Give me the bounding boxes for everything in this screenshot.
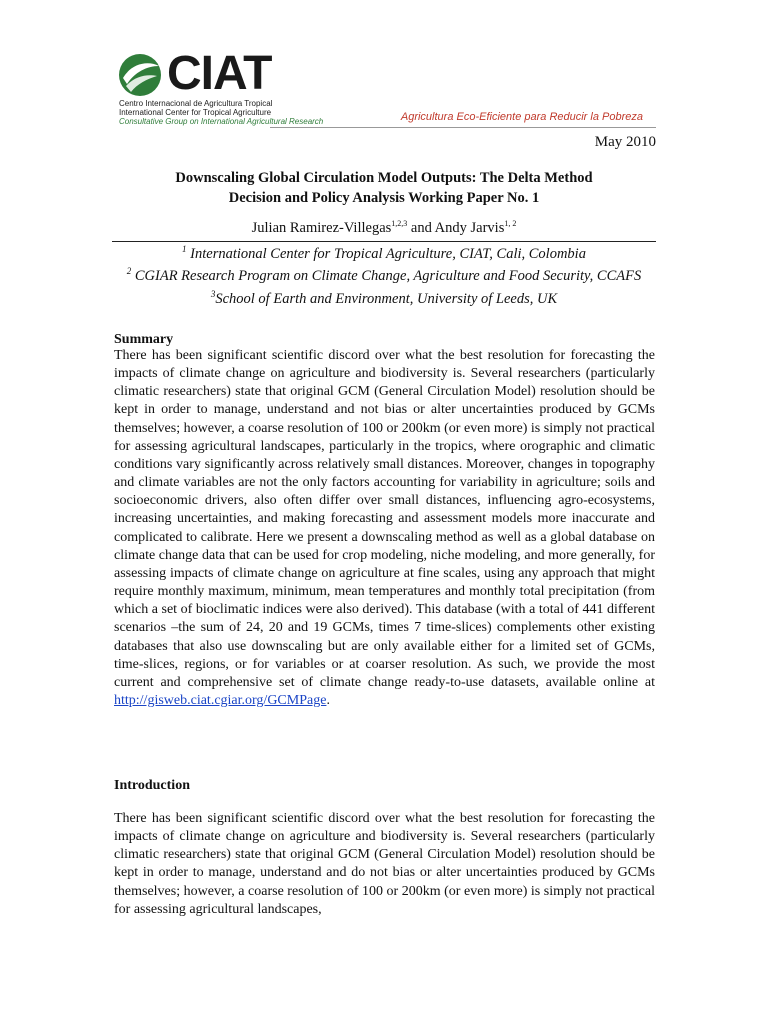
author-1-affil: 1,2,3 [391, 219, 408, 228]
introduction-heading: Introduction [114, 778, 190, 793]
summary-heading: Summary [114, 332, 174, 347]
leaf-globe-icon [117, 52, 163, 98]
title-line-1: Downscaling Global Circulation Model Outputs: The Delta Method [175, 170, 593, 186]
summary-paragraph [114, 347, 655, 710]
affiliation-2 [112, 263, 656, 285]
logo-line-3: Consultative Group on International Agricultural Research [119, 117, 324, 126]
logo-line-2: International Center for Tropical Agriculture [119, 108, 272, 117]
introduction-paragraph: There has been significant scientific discord over what the best resolution for forecasting the impacts of climate change on agriculture and biodiversity is. Several researchers (particularly climatic researchers) state that original GCM (General Circulation Model) resolution should be kept in order to manage, understand and do not bias or alter uncertainties produced by GCMs themselves; however, a coarse resolution of 100 or 200km (or even more) is simply not practical for assessing agricultural landscapes, [114, 811, 655, 917]
affiliation-1 [112, 241, 656, 263]
header-divider [270, 127, 656, 128]
author-2-affil: 1, 2 [504, 219, 517, 228]
summary-end: . [326, 692, 330, 708]
affiliation-3-number: 3 [210, 288, 216, 299]
author-2: Andy Jarvis [434, 219, 505, 236]
affiliation-1-number: 1 [182, 244, 187, 254]
author-1: Julian Ramirez-Villegas [251, 219, 392, 236]
author-conjunction: and [407, 219, 435, 236]
summary-text: There has been significant scientific discord over what the best resolution for forecasting the impacts of climate change on agriculture and biodiversity is. Several researchers (particularly climatic researchers) state that original GCM (General Circulation Model) resolution should be kept in order to manage, understand and not bias or alter uncertainties produced by GCMs themselves; however, a coarse resolution of 100 or 200km (or even more) is simply not practical for assessing agricultural landscapes, particularly in the tropics, where orographic and climatic conditions vary significantly across relatively small distances. Moreover, changes in topography and climate variables are not the only factors accounting for variability in agriculture; soils and socioeconomic drivers, also often differ over small distances, influencing agro-ecosystems, increasing uncertainties, and making forecasting and assessment models more inaccurate and complicated to calibrate. Here we present a downscaling method as well as a global database on climate change data that can be used for crop modeling, niche modeling, and more generally, for assessing impacts of climate change on agriculture at fine scales, using any approach that might require monthly maximum, minimum, mean temperatures and monthly total precipitation (from which a set of bioclimatic indices were also derived). This database (with a total of 441 different scenarios –the sum of 24, 20 and 19 GCMs, times 7 time-slices) complements other existing databases that also use downscaling but are only available either for a limited set of GCMs, time-slices, regions, or for variables or at coarser resolution. As such, we provide the most current and comprehensive set of climate change ready-to-use datasets, available online at [114, 348, 655, 690]
publication-date: May 2010 [594, 134, 656, 150]
gcm-page-link[interactable]: http://gisweb.ciat.cgiar.org/GCMPage [114, 692, 327, 708]
paper-title [112, 168, 656, 208]
affiliation-2-text: CGIAR Research Program on Climate Change, Agriculture and Food Security, CCAFS [134, 268, 642, 285]
affiliation-3-text: School of Earth and Environment, University of Leeds, UK [215, 290, 558, 307]
title-line-2: Decision and Policy Analysis Working Paper No. 1 [228, 190, 540, 206]
author-line [112, 219, 656, 237]
logo-wordmark: CIAT [167, 47, 272, 100]
ciat-logo [115, 47, 324, 132]
logo-line-1: Centro Internacional de Agricultura Tropical [119, 99, 273, 108]
tagline: Agricultura Eco-Eficiente para Reducir la Pobreza [400, 111, 643, 123]
affiliation-1-text: International Center for Tropical Agriculture, CIAT, Cali, Colombia [190, 245, 586, 262]
affiliation-2-number: 2 [126, 266, 132, 277]
affiliation-3 [112, 286, 656, 308]
affiliations [112, 241, 656, 308]
